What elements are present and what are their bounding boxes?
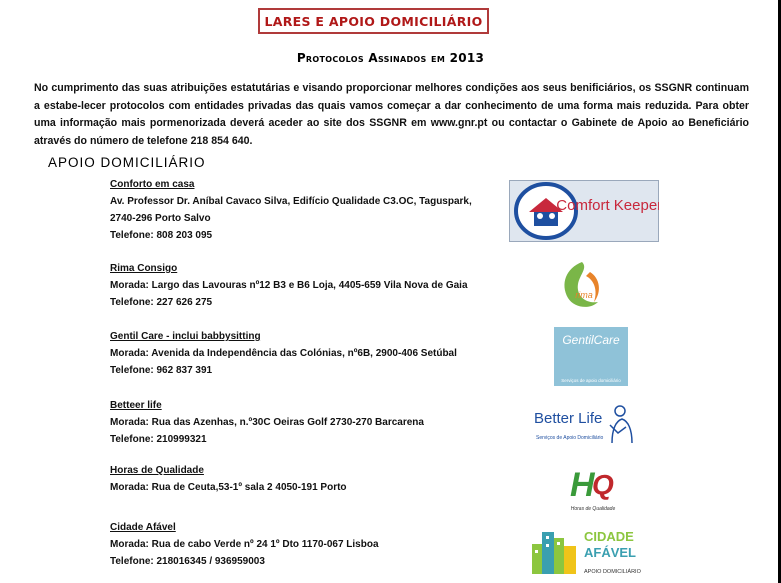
gentil-care-logo [554,327,628,391]
svg-text:H: H [570,466,595,504]
entry-cidade-afavel [110,519,379,570]
cidade-logo-text: CIDADE [584,529,634,544]
entry-name: Cidade Afável [110,522,176,533]
entry-name: Rima Consigo [110,263,178,274]
entry-name: Betteer life [110,400,162,411]
svg-text:Q: Q [592,469,614,500]
entry-address: Morada: Rua de cabo Verde nº 24 1º Dto 1170-067 Lisboa [110,539,379,550]
section-title: APOIO DOMICILIÁRIO [48,155,206,170]
cidade-afavel-logo [530,522,656,583]
gentil-logo-subtext: Serviços de apoio domiciliário [561,378,621,383]
entry-rima [110,260,468,311]
rima-logo [556,258,608,319]
entry-address: Morada: Largo das Lavouras nº12 B3 e B6 Loja, 4405-659 Vila Nova de Gaia [110,280,468,291]
entry-phone: Telefone: 227 626 275 [110,297,213,308]
better-life-logo-subtext: Serviços de Apoio Domiciliário [536,435,604,441]
intro-paragraph: No cumprimento das suas atribuições estatutárias e visando proporcionar melhores condições aos seus benificiários, os SSGNR continuam a estabe-lecer protocolos com entidades privadas das quais vamos começar a dar conhecimento de uma forma mais reduzida. Para obter uma informação mais pormenorizada deverá aceder ao site dos SSGNR em www.gnr.pt ou contactar o Gabinete de Apoio ao Beneficiário através do número de telefone 218 854 640. [34,82,749,148]
page-title-box [258,8,489,34]
entry-gentil-care [110,328,457,379]
entry-phone: Telefone: 962 837 391 [110,365,213,376]
entry-address: Morada: Rua das Azenhas, n.º30C Oeiras Golf 2730-270 Barcarena [110,417,424,428]
entry-name: Conforto em casa [110,179,195,190]
cidade-logo-text-2: AFÁVEL [584,545,636,560]
page-subtitle: Protocolos Assinados em 2013 [296,51,485,65]
entry-address: Av. Professor Dr. Aníbal Cavaco Silva, Edifício Qualidade C3.OC, Taguspark, [110,196,472,207]
entry-name: Gentil Care - inclui babbysitting [110,331,261,342]
better-life-logo-text: Better Life [534,410,603,427]
gentil-logo-text: GentilCare [562,333,620,347]
horas-qualidade-logo [566,458,620,519]
rima-logo-text: rima [575,290,593,300]
entry-horas-qualidade [110,462,347,496]
entry-address: Morada: Avenida da Independência das Colónias, nº6B, 2900-406 Setúbal [110,348,457,359]
entry-phone: Telefone: 808 203 095 [110,230,213,241]
entry-better-life [110,397,424,448]
hq-logo-subtext: Horas de Qualidade [570,506,616,512]
entry-conforto [110,176,472,244]
entry-name: Horas de Qualidade [110,465,204,476]
comfort-logo-text: Comfort Keepers [556,197,659,214]
entry-address: Morada: Rua de Ceuta,53-1º sala 2 4050-191 Porto [110,482,347,493]
better-life-logo [534,403,634,450]
entry-phone: Telefone: 218016345 / 936959003 [110,556,265,567]
cidade-logo-subtext: APOIO DOMICILIÁRIO [584,569,641,575]
comfort-keepers-logo [509,180,659,247]
page-title: LARES E APOIO DOMICILIÁRIO [264,13,483,29]
entry-address-2: 2740-296 Porto Salvo [110,213,211,224]
entry-phone: Telefone: 210999321 [110,434,207,445]
